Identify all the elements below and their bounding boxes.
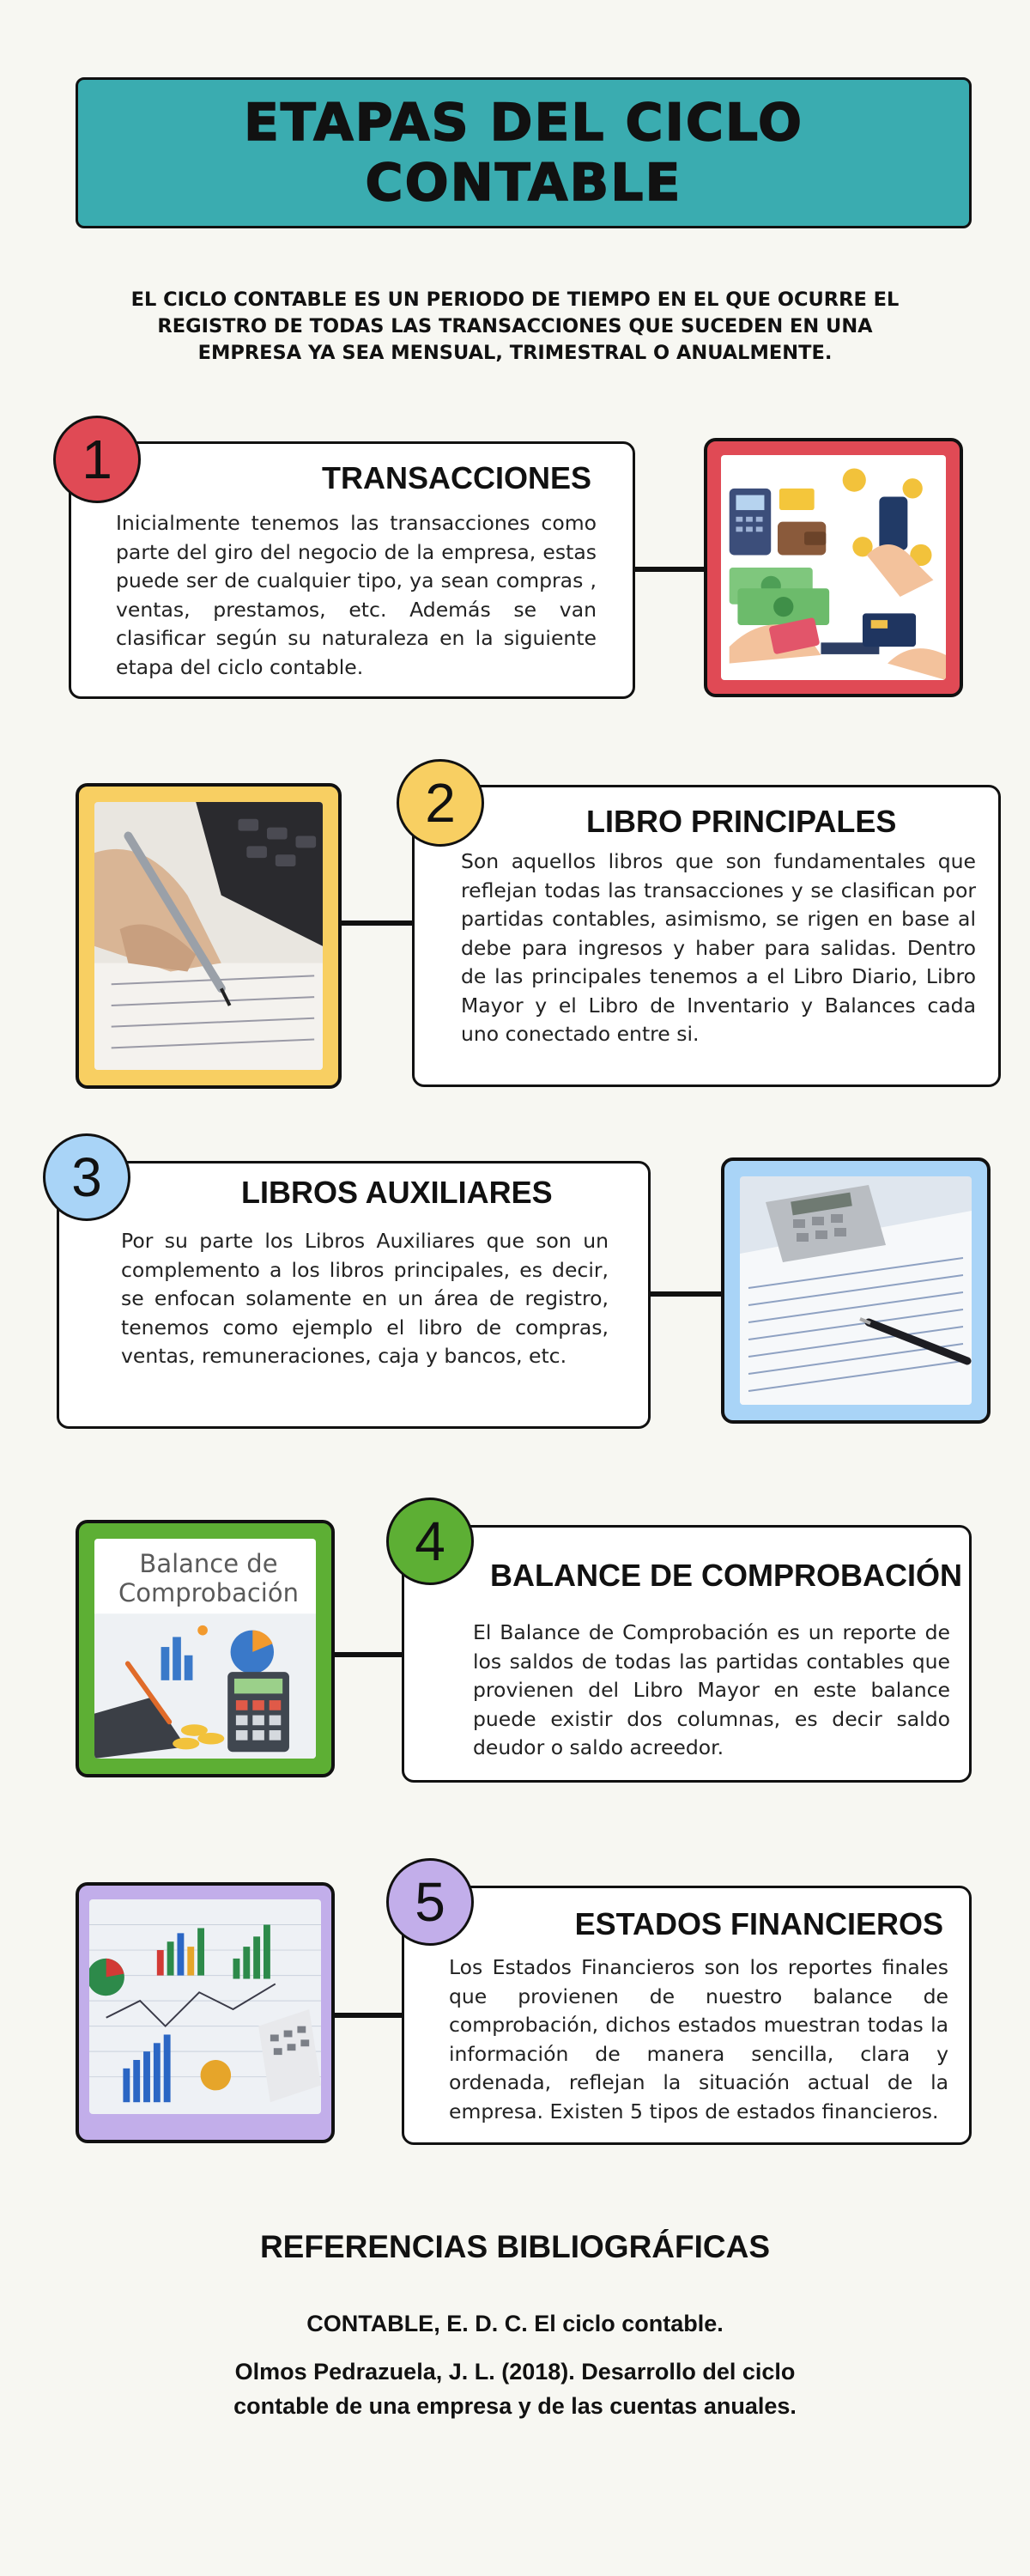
- step-2-number: 2: [425, 772, 456, 834]
- step-2-title: LIBRO PRINCIPALES: [586, 804, 897, 839]
- step-3-image-frame: [721, 1157, 991, 1424]
- step-5-image-frame: [76, 1882, 335, 2143]
- step-1-card: [69, 441, 635, 699]
- step-4-image-caption: Balance de Comprobación: [118, 1549, 299, 1607]
- reference-item-1: CONTABLE, E. D. C. El ciclo contable.: [306, 2311, 724, 2336]
- reference-item-2: Olmos Pedrazuela, J. L. (2018). Desarrollo del ciclo contable de una empresa y de las cuentas anuales.: [233, 2359, 797, 2419]
- step-5-card: [402, 1886, 972, 2145]
- financial-charts-icon: [89, 1899, 321, 2114]
- step-4-number: 4: [415, 1510, 445, 1572]
- step-4-title: BALANCE DE COMPROBACIÓN: [490, 1558, 963, 1593]
- step-3-connector: [651, 1291, 723, 1297]
- financial-charts-photo: [89, 1899, 321, 2114]
- step-1-image-frame: [704, 438, 963, 697]
- step-4-image-frame: [76, 1520, 335, 1777]
- step-1-number: 1: [82, 428, 112, 490]
- step-4-number-badge: [386, 1498, 474, 1585]
- step-4-text: El Balance de Comprobación es un reporte de los saldos de todas las partidas contables que provienen del Libro Mayor en este balance puede existir dos columnas, es decir saldo deudor o saldo acreedor.: [473, 1620, 950, 1759]
- calculator-pen-photo: [94, 802, 323, 1070]
- step-3-text: Por su parte los Libros Auxiliares que son un complemento a los libros principales, es decir, se enfocan solamente en un área de registro, tenemos como ejemplo el libro de compras, ventas, remuneraciones, caja y bancos, etc.: [121, 1229, 609, 1368]
- intro-text: EL CICLO CONTABLE ES UN PERIODO DE TIEMPO EN EL QUE OCURRE EL REGISTRO DE TODAS LAS TRANSACCIONES QUE SUCEDEN EN UNA EMPRESA YA SEA MENSUAL, TRIMESTRAL O ANUALMENTE.: [130, 289, 900, 364]
- step-4-connector: [335, 1652, 403, 1657]
- calculator-papers-photo: [740, 1176, 972, 1405]
- step-3-number: 3: [71, 1146, 102, 1208]
- calculator-pen-icon: [94, 802, 323, 1070]
- money-transactions-icon: [721, 455, 946, 680]
- step-2-card: [412, 785, 1001, 1087]
- references-title: REFERENCIAS BIBLIOGRÁFICAS: [259, 2229, 771, 2264]
- step-4-card: [402, 1525, 972, 1783]
- step-5-text: Los Estados Financieros son los reportes finales que provienen de nuestro balance de comprobación, dichos estados muestran todas la información de manera sencilla, clara y ordenada, reflejan la situación actual de la empresa. Existen 5 tipos de estados financieros.: [449, 1955, 948, 2123]
- page-title: ETAPAS DEL CICLO CONTABLE: [243, 93, 804, 213]
- balance-chart-icon: [94, 1539, 316, 1759]
- step-3-card: [57, 1161, 651, 1429]
- step-5-number-badge: [386, 1858, 474, 1946]
- step-3-title: LIBROS AUXILIARES: [241, 1175, 553, 1210]
- step-2-text: Son aquellos libros que son fundamentales que reflejan todas las transacciones y se clasifican por partidas contables, asimismo, se rigen en base al debe para ingresos y haber para salidas. Dentro de las principales tenemos a el Libro Diario, Libro Mayor y el Libro de Inventario y Balances cada uno conectado entre si.: [461, 849, 976, 1046]
- step-3-number-badge: [43, 1133, 130, 1221]
- step-5-number: 5: [415, 1871, 445, 1933]
- step-1-title: TRANSACCIONES: [321, 460, 591, 495]
- calculator-papers-icon: [740, 1176, 972, 1405]
- balance-chart-illustration: [94, 1539, 316, 1759]
- step-1-connector: [635, 567, 706, 572]
- step-5-title: ESTADOS FINANCIEROS: [574, 1906, 943, 1941]
- step-2-connector: [342, 920, 414, 926]
- step-2-image-frame: [76, 783, 342, 1089]
- step-5-connector: [335, 2013, 403, 2018]
- step-2-number-badge: [397, 759, 484, 847]
- step-1-number-badge: [53, 416, 141, 503]
- money-transactions-illustration: [721, 455, 946, 680]
- title-banner: [76, 77, 972, 228]
- step-1-text: Inicialmente tenemos las transacciones como parte del giro del negocio de la empresa, estas puede ser de cualquier tipo, ya sean compras , ventas, prestamos, etc. Además se van clasificar según su naturaleza en la siguiente etapa del ciclo contable.: [116, 511, 597, 679]
